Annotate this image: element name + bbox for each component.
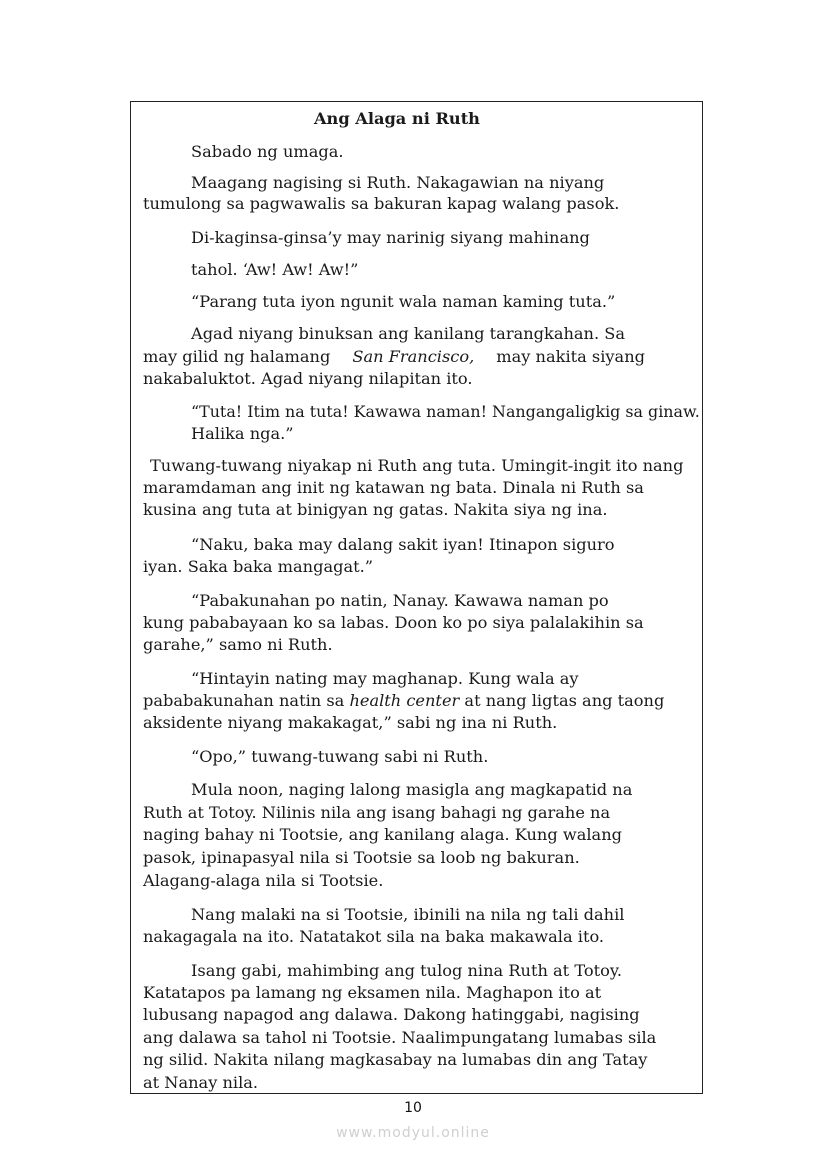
story-line: “Pabakunahan po natin, Nanay. Kawawa naman po	[191, 591, 609, 610]
story-line: Agad niyang binuksan ang kanilang tarangkahan. Sa	[191, 324, 626, 343]
story-line: pasok, ipinapasyal nila si Tootsie sa loob ng bakuran.	[143, 848, 580, 867]
story-line: tahol. ‘Aw! Aw! Aw!”	[191, 260, 359, 279]
story-line: Katatapos pa lamang ng eksamen nila. Maghapon ito at	[143, 983, 602, 1002]
story-line: naging bahay ni Tootsie, ang kanilang alaga. Kung walang	[143, 825, 622, 844]
story-line: Alagang-alaga nila si Tootsie.	[143, 871, 384, 890]
story-line: Sabado ng umaga.	[191, 142, 344, 161]
story-text-italic: San Francisco,	[352, 347, 475, 366]
story-text: may nakita siyang	[496, 347, 645, 366]
story-line: “Hintayin nating may maghanap. Kung wala ay	[191, 669, 579, 688]
story-line: Di-kaginsa-ginsa’y may narinig siyang mahinang	[191, 228, 590, 247]
story-line: “Naku, baka may dalang sakit iyan! Itinapon siguro	[191, 535, 615, 554]
story-line: “Parang tuta iyon ngunit wala naman kaming tuta.”	[191, 292, 616, 311]
story-line: nakabaluktot. Agad niyang nilapitan ito.	[143, 369, 473, 388]
story-line: Tuwang-tuwang niyakap ni Ruth ang tuta. Umingit-ingit ito nang	[150, 456, 684, 475]
story-line: ng silid. Nakita nilang magkasabay na lumabas din ang Tatay	[143, 1050, 648, 1069]
story-text: may gilid ng halamang	[143, 347, 331, 366]
story-line: Halika nga.”	[191, 424, 294, 443]
story-line	[143, 690, 664, 712]
story-line: kung pababayaan ko sa labas. Doon ko po siya palalakihin sa	[143, 613, 644, 632]
story-line: “Tuta! Itim na tuta! Kawawa naman! Nangangaligkig sa ginaw.	[191, 402, 700, 421]
story-line: maramdaman ang init ng katawan ng bata. Dinala ni Ruth sa	[143, 478, 644, 497]
page-number: 10	[404, 1100, 422, 1116]
story-line: iyan. Saka baka mangagat.”	[143, 557, 374, 576]
story-text: pababakunahan natin sa	[143, 691, 345, 710]
story-line: aksidente niyang makakagat,” sabi ng ina ni Ruth.	[143, 713, 558, 732]
story-line: ang dalawa sa tahol ni Tootsie. Naalimpungatang lumabas sila	[143, 1028, 657, 1047]
story-line: Maagang nagising si Ruth. Nakagawian na niyang	[191, 173, 605, 192]
story-text: at nang ligtas ang taong	[464, 691, 665, 710]
story-title: Ang Alaga ni Ruth	[314, 109, 480, 128]
story-line	[143, 346, 645, 368]
story-line: nakagagala na ito. Natatakot sila na baka makawala ito.	[143, 927, 605, 946]
story-line: tumulong sa pagwawalis sa bakuran kapag walang pasok.	[143, 194, 620, 213]
story-line: Nang malaki na si Tootsie, ibinili na nila ng tali dahil	[191, 905, 625, 924]
story-line: kusina ang tuta at binigyan ng gatas. Nakita siya ng ina.	[143, 500, 608, 519]
story-line: Isang gabi, mahimbing ang tulog nina Ruth at Totoy.	[191, 961, 622, 980]
story-line: Ruth at Totoy. Nilinis nila ang isang bahagi ng garahe na	[143, 803, 611, 822]
story-line: garahe,” samo ni Ruth.	[143, 635, 333, 654]
story-line: Mula noon, naging lalong masigla ang magkapatid na	[191, 780, 633, 799]
story-line: at Nanay nila.	[143, 1073, 259, 1092]
story-line: lubusang napagod ang dalawa. Dakong hatinggabi, nagising	[143, 1005, 640, 1024]
watermark: www.modyul.online	[336, 1125, 490, 1141]
story-text-italic: health center	[349, 691, 460, 710]
story-line: “Opo,” tuwang-tuwang sabi ni Ruth.	[191, 747, 489, 766]
